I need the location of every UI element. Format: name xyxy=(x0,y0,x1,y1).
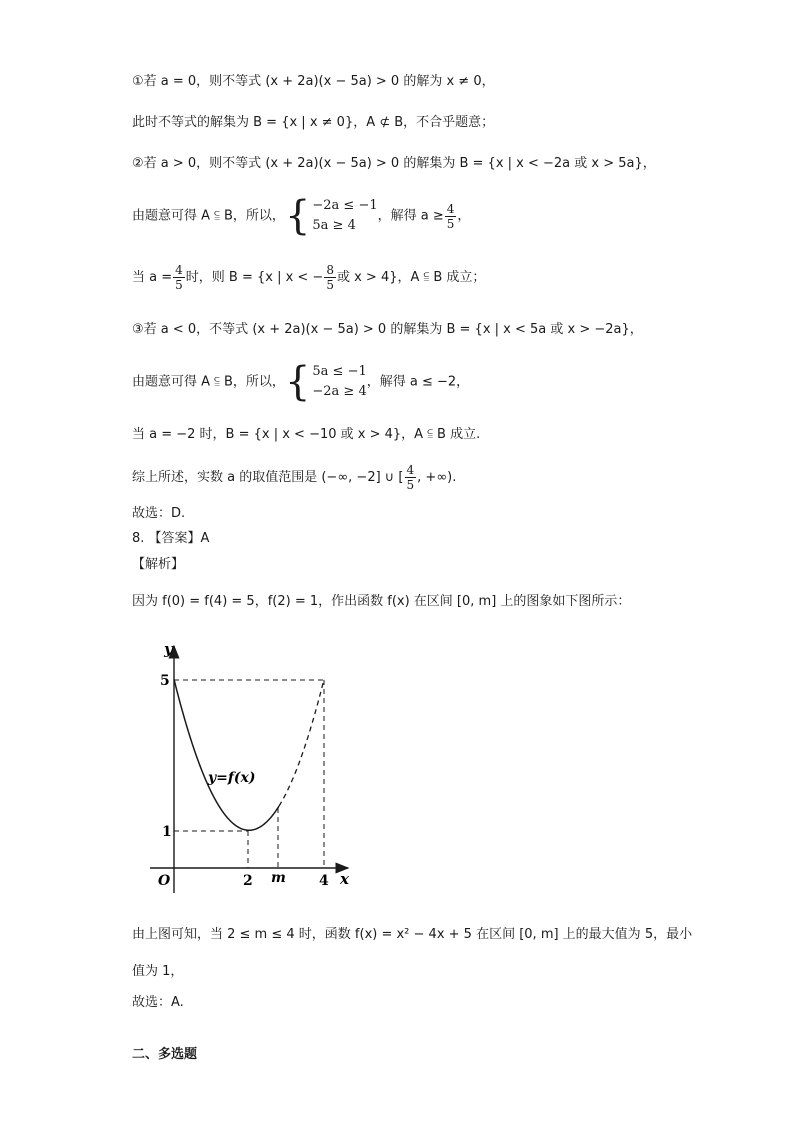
q8-analysis: 【解析】 xyxy=(132,557,185,572)
curve-label: y=f(x) xyxy=(208,770,256,786)
q8-intro: 因为 f(0) = f(4) = 5，f(2) = 1，作出函数 f(x) 在区间 [0, m] 上的图象如下图所示： xyxy=(132,594,631,609)
case3-line1: ③若 a < 0，不等式 (x + 2a)(x − 5a) > 0 的解集为 B = {x | x < 5a 或 x > −2a}， xyxy=(132,322,643,337)
summary-fraction: $\frac{4}{5}$ xyxy=(406,463,415,492)
curve-solid xyxy=(174,679,279,830)
case2-l2-pre: 由题意可得 A ⫅ B，所以， xyxy=(132,208,285,224)
case1-line2: 此时不等式的解集为 B = {x | x ≠ 0}，A ⊄ B，不合乎题意； xyxy=(132,115,495,130)
case2-sys-bot: 5a ≥ 4 xyxy=(312,218,356,233)
x-tick-2: 2 xyxy=(243,873,253,889)
case3-sys-bot: −2a ≥ 4 xyxy=(312,384,367,399)
y-axis-label: y xyxy=(164,640,173,658)
q8-choice: 故选：A. xyxy=(132,995,184,1010)
q8-conclusion-line1: 由上图可知，当 2 ≤ m ≤ 4 时，函数 f(x) = x² − 4x + 5 在区间 [0, m] 上的最大值为 5，最小 xyxy=(132,927,693,942)
x-tick-4: 4 xyxy=(319,873,329,889)
case2-l3-fraction: $\frac{4}{5}$ xyxy=(175,263,183,292)
case2-fraction: $\frac{4}{5}$ xyxy=(446,201,455,231)
summary-pre: 综上所述，实数 a 的取值范围是 (−∞, −2] ∪ [ xyxy=(132,470,404,485)
x-axis-label: x xyxy=(340,870,349,888)
case3-sys-top: 5a ≤ −1 xyxy=(312,364,367,379)
case2-l3-pre: 当 a = xyxy=(132,270,173,285)
case3-l2-pre: 由题意可得 A ⫅ B，所以， xyxy=(132,374,285,390)
case2-line3 xyxy=(132,262,485,294)
y-tick-5: 5 xyxy=(160,673,170,689)
q8-conclusion-line2: 值为 1， xyxy=(132,964,184,979)
case1-line1: ①若 a = 0，则不等式 (x + 2a)(x − 5a) > 0 的解为 x ≠ 0， xyxy=(132,74,495,89)
summary-line xyxy=(132,462,456,494)
x-tick-m: m xyxy=(271,870,286,886)
q8-answer: 8. 【答案】A xyxy=(132,531,210,546)
case2-l3-fraction2: $\frac{8}{5}$ xyxy=(326,263,334,292)
case3-l2-post: ，解得 a ≤ −2， xyxy=(366,374,470,390)
summary-post: , +∞). xyxy=(417,470,457,485)
system-brace: { xyxy=(284,359,311,405)
case2-sys-top: −2a ≤ −1 xyxy=(312,198,378,213)
function-graph xyxy=(150,638,390,908)
origin-label: O xyxy=(158,873,171,889)
case2-line2 xyxy=(132,193,471,239)
case2-l2-post: ，解得 a ≥ xyxy=(377,208,444,224)
case2-l2-end: ， xyxy=(457,208,471,224)
section-heading: 二、多选题 xyxy=(132,1047,198,1062)
case3-system xyxy=(312,362,366,402)
summary-choice: 故选：D. xyxy=(132,506,186,521)
case2-line1: ②若 a > 0，则不等式 (x + 2a)(x − 5a) > 0 的解集为 B = {x | x < −2a 或 x > 5a}， xyxy=(132,156,656,171)
case2-system xyxy=(312,196,377,236)
case2-l3-mid: 时，则 B = {x | x < − xyxy=(185,270,324,285)
case3-line2 xyxy=(132,359,470,405)
y-tick-1: 1 xyxy=(162,824,172,840)
curve-dashed xyxy=(279,679,324,806)
system-brace: { xyxy=(284,193,311,239)
case3-line3: 当 a = −2 时，B = {x | x < −10 或 x > 4}，A ⫅ B 成立. xyxy=(132,427,481,442)
case2-l3-post: 或 x > 4}，A ⫅ B 成立； xyxy=(336,270,486,285)
